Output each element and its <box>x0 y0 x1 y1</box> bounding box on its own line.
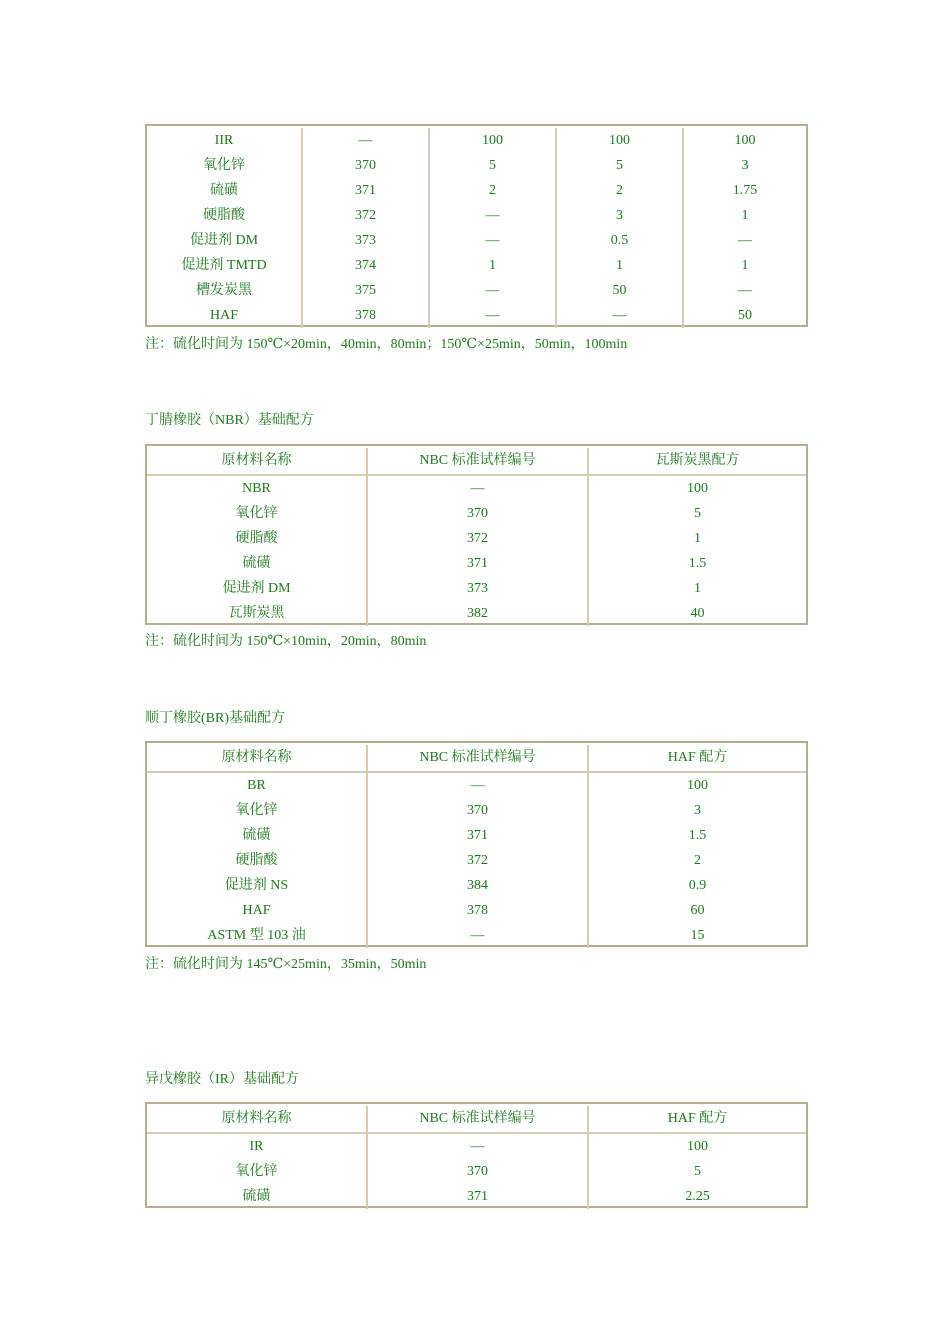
table-cell: 槽发炭黑 <box>147 278 303 303</box>
table-cell: — <box>430 203 557 228</box>
table-row <box>147 203 806 228</box>
table-row <box>147 848 806 873</box>
table3-note: 注：硫化时间为 145℃×25min，35min，50min <box>145 957 427 972</box>
table-cell: 371 <box>303 178 430 203</box>
table-cell: 1.5 <box>688 556 707 571</box>
table-cell: 硫磺 <box>147 823 368 848</box>
table-cell: 378 <box>303 303 430 328</box>
table-cell: 374 <box>303 253 430 278</box>
table-cell: 1.5 <box>688 828 707 843</box>
header-cell: 原材料名称 <box>147 448 368 474</box>
table-cell: 370 <box>368 501 589 526</box>
nbr-formula-table <box>145 444 808 625</box>
table-cell: ASTM 型 103 油 <box>147 923 368 948</box>
table-header-row <box>147 745 806 773</box>
table-cell: 1 <box>741 258 749 273</box>
table-cell: 2 <box>430 178 557 203</box>
table-cell: — <box>368 1134 589 1159</box>
table-row <box>147 873 806 898</box>
table-cell: 5 <box>557 153 684 178</box>
table-cell: — <box>738 233 752 248</box>
table-cell: 1 <box>430 253 557 278</box>
table-cell: 100 <box>734 133 756 148</box>
table-cell: 1 <box>694 581 701 596</box>
table-cell: HAF <box>147 898 368 923</box>
table-cell: — <box>303 128 430 153</box>
table-row <box>147 1134 806 1159</box>
table-cell: 50 <box>557 278 684 303</box>
table-cell: 硫磺 <box>147 1184 368 1209</box>
table-row <box>147 923 806 948</box>
table-cell: 372 <box>303 203 430 228</box>
table-row <box>147 253 806 278</box>
table-cell: 371 <box>368 823 589 848</box>
table-cell: 371 <box>368 1184 589 1209</box>
table-cell: 0.9 <box>688 878 707 893</box>
table-cell: — <box>430 303 557 328</box>
table-row <box>147 773 806 798</box>
table-row <box>147 823 806 848</box>
table-cell: 100 <box>687 778 708 793</box>
table-cell: 378 <box>368 898 589 923</box>
table-row <box>147 501 806 526</box>
table1-note: 注：硫化时间为 150℃×20min，40min，80min；150℃×25min，50min，100min <box>145 337 628 352</box>
table2-note: 注：硫化时间为 150℃×10min，20min，80min <box>145 634 427 649</box>
table-cell: 371 <box>368 551 589 576</box>
table-cell: 5 <box>430 153 557 178</box>
table-cell: 促进剂 DM <box>147 576 368 601</box>
table-cell: 硫磺 <box>147 178 303 203</box>
table-cell: 促进剂 NS <box>147 873 368 898</box>
header-cell: HAF 配方 <box>667 750 728 765</box>
table-cell: 硬脂酸 <box>147 526 368 551</box>
table-cell: 氧化锌 <box>147 153 303 178</box>
table-cell: 384 <box>368 873 589 898</box>
header-cell: 瓦斯炭黑配方 <box>655 453 740 468</box>
table-row <box>147 576 806 601</box>
nbr-section-title: 丁腈橡胶（NBR）基础配方 <box>145 413 314 428</box>
table-cell: 15 <box>690 928 705 943</box>
table-row <box>147 526 806 551</box>
table-cell: 硬脂酸 <box>147 848 368 873</box>
table-cell: 100 <box>687 1139 708 1154</box>
table-cell: 促进剂 TMTD <box>147 253 303 278</box>
table-row <box>147 1159 806 1184</box>
header-cell: 原材料名称 <box>147 745 368 771</box>
header-cell: HAF 配方 <box>667 1111 728 1126</box>
table-cell: 373 <box>303 228 430 253</box>
table-cell: — <box>368 923 589 948</box>
table-cell: 370 <box>368 1159 589 1184</box>
table-cell: 1 <box>557 253 684 278</box>
table-cell: 3 <box>557 203 684 228</box>
table-cell: 372 <box>368 526 589 551</box>
table-cell: 3 <box>741 158 749 173</box>
br-formula-table <box>145 741 808 947</box>
table-cell: 372 <box>368 848 589 873</box>
table-cell: 瓦斯炭黑 <box>147 601 368 626</box>
table-cell: 370 <box>368 798 589 823</box>
table-row <box>147 898 806 923</box>
table-cell: 5 <box>694 1164 701 1179</box>
table-cell: — <box>430 228 557 253</box>
table-cell: 3 <box>694 803 701 818</box>
table-cell: 60 <box>690 903 705 918</box>
table-cell: 促进剂 DM <box>147 228 303 253</box>
table-cell: 100 <box>687 481 708 496</box>
table-cell: 0.5 <box>557 228 684 253</box>
table-row <box>147 303 806 328</box>
table-cell: HAF <box>147 303 303 328</box>
iir-formula-table <box>145 124 808 327</box>
table-cell: 2 <box>557 178 684 203</box>
table-cell: IR <box>147 1134 368 1159</box>
table-cell: 1 <box>741 208 749 223</box>
table-row <box>147 128 806 153</box>
table-header-row <box>147 1106 806 1134</box>
table-cell: 1 <box>694 531 701 546</box>
table-cell: — <box>738 283 752 298</box>
table-cell: BR <box>147 773 368 798</box>
table-row <box>147 601 806 626</box>
table-cell: 2.25 <box>685 1189 710 1204</box>
table-cell: 硬脂酸 <box>147 203 303 228</box>
table-row <box>147 476 806 501</box>
table-cell: 氧化锌 <box>147 501 368 526</box>
table-cell: 氧化锌 <box>147 798 368 823</box>
header-cell: NBC 标准试样编号 <box>368 745 589 771</box>
table-cell: 50 <box>738 308 752 323</box>
table-cell: 40 <box>690 606 705 621</box>
table-cell: 370 <box>303 153 430 178</box>
table-cell: NBR <box>147 476 368 501</box>
table-row <box>147 278 806 303</box>
header-cell: NBC 标准试样编号 <box>368 1106 589 1132</box>
table-cell: 375 <box>303 278 430 303</box>
table-cell: 373 <box>368 576 589 601</box>
table-row <box>147 798 806 823</box>
table-row <box>147 1184 806 1209</box>
table-cell: IIR <box>147 128 303 153</box>
table-cell: — <box>430 278 557 303</box>
table-cell: 5 <box>694 506 701 521</box>
table-cell: — <box>368 476 589 501</box>
table-row <box>147 153 806 178</box>
table-cell: — <box>557 303 684 328</box>
ir-section-title: 异戊橡胶（IR）基础配方 <box>145 1072 299 1087</box>
header-cell: 原材料名称 <box>147 1106 368 1132</box>
header-cell: NBC 标准试样编号 <box>368 448 589 474</box>
table-cell: 2 <box>694 853 701 868</box>
br-section-title: 顺丁橡胶(BR)基础配方 <box>145 711 285 726</box>
table-cell: 100 <box>557 128 684 153</box>
table-cell: 硫磺 <box>147 551 368 576</box>
table-row <box>147 551 806 576</box>
table-cell: 1.75 <box>732 183 758 198</box>
table-cell: 382 <box>368 601 589 626</box>
table-row <box>147 178 806 203</box>
table-cell: — <box>368 773 589 798</box>
table-header-row <box>147 448 806 476</box>
table-row <box>147 228 806 253</box>
table-cell: 100 <box>430 128 557 153</box>
table-cell: 氧化锌 <box>147 1159 368 1184</box>
ir-formula-table <box>145 1102 808 1208</box>
